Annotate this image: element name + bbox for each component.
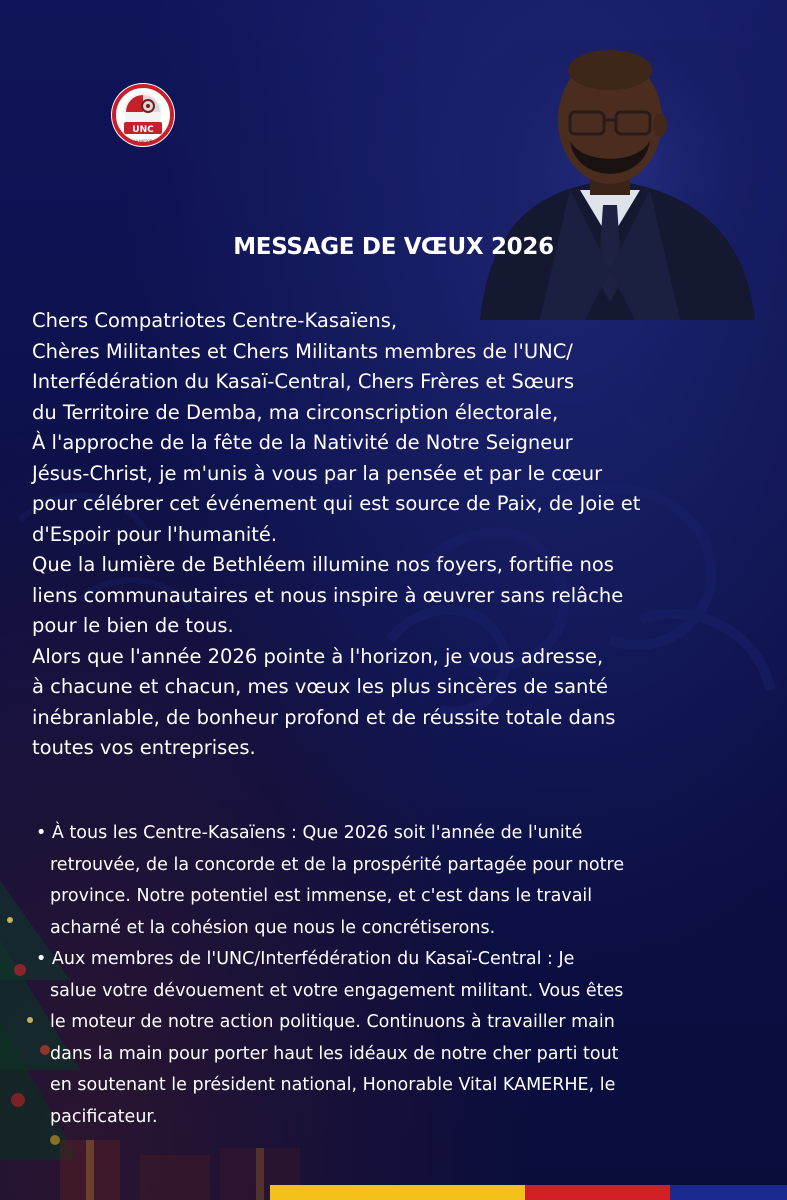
stripe-blue <box>670 1185 787 1200</box>
body-line: Chers Compatriotes Centre-Kasaïens, <box>32 309 398 332</box>
body-line: du Territoire de Demba, ma circonscription électorale, <box>32 400 559 424</box>
bullet-line: acharné et la cohésion que nous le concrétiserons. <box>50 917 496 938</box>
bullet-item-unc-members: • Aux membres de l'UNC/Interfédération du Kasaï-Central : Je <box>36 949 575 969</box>
logo-small-text: LA NATION <box>133 139 153 143</box>
message-body <box>32 306 762 764</box>
bullet-line: pacificateur. <box>50 1106 158 1127</box>
unc-party-logo <box>110 82 176 148</box>
bullet-line: province. Notre potentiel est immense, et c'est dans le travail <box>50 886 593 906</box>
stripe-yellow <box>270 1185 525 1200</box>
body-line: toutes vos entreprises. <box>32 736 256 759</box>
bullet-list <box>36 818 766 1133</box>
page-title: MESSAGE DE VŒUX 2026 <box>233 234 554 260</box>
body-line: Interfédération du Kasaï-Central, Chers Frères et Sœurs <box>32 370 575 393</box>
body-line: À l'approche de la fête de la Nativité de Notre Seigneur <box>32 431 573 454</box>
bullet-line: salue votre dévouement et votre engagement militant. Vous êtes <box>50 980 624 1001</box>
body-line: pour célébrer cet événement qui est source de Paix, de Joie et <box>32 492 641 515</box>
body-line: inébranlable, de bonheur profond et de réussite totale dans <box>32 705 616 729</box>
stripe-red <box>525 1185 670 1200</box>
bullet-line: le moteur de notre action politique. Continuons à travailler main <box>50 1012 615 1032</box>
body-line: d'Espoir pour l'humanité. <box>32 522 278 546</box>
body-line: Jésus-Christ, je m'unis à vous par la pensée et par le cœur <box>32 461 603 485</box>
bullet-line: retrouvée, de la concorde et de la prospérité partagée pour notre <box>50 854 625 875</box>
body-line: Que la lumière de Bethléem illumine nos foyers, fortifie nos <box>32 553 614 576</box>
portrait-photo <box>460 40 760 320</box>
bullet-line: en soutenant le président national, Honorable Vital KAMERHE, le <box>50 1075 616 1095</box>
body-line: Alors que l'année 2026 pointe à l'horizon, je vous adresse, <box>32 644 604 668</box>
body-line: pour le bien de tous. <box>32 614 234 637</box>
bullet-line: dans la main pour porter haut les idéaux de notre cher parti tout <box>50 1043 619 1064</box>
logo-acronym: UNC <box>132 125 154 135</box>
bullet-item-centre-kasaiens: • À tous les Centre-Kasaïens : Que 2026 soit l'année de l'unité <box>36 823 583 843</box>
body-line: Chères Militantes et Chers Militants membres de l'UNC/ <box>32 339 573 363</box>
body-line: à chacune et chacun, mes vœux les plus sincères de santé <box>32 675 609 698</box>
body-line: liens communautaires et nous inspire à œuvrer sans relâche <box>32 583 624 607</box>
